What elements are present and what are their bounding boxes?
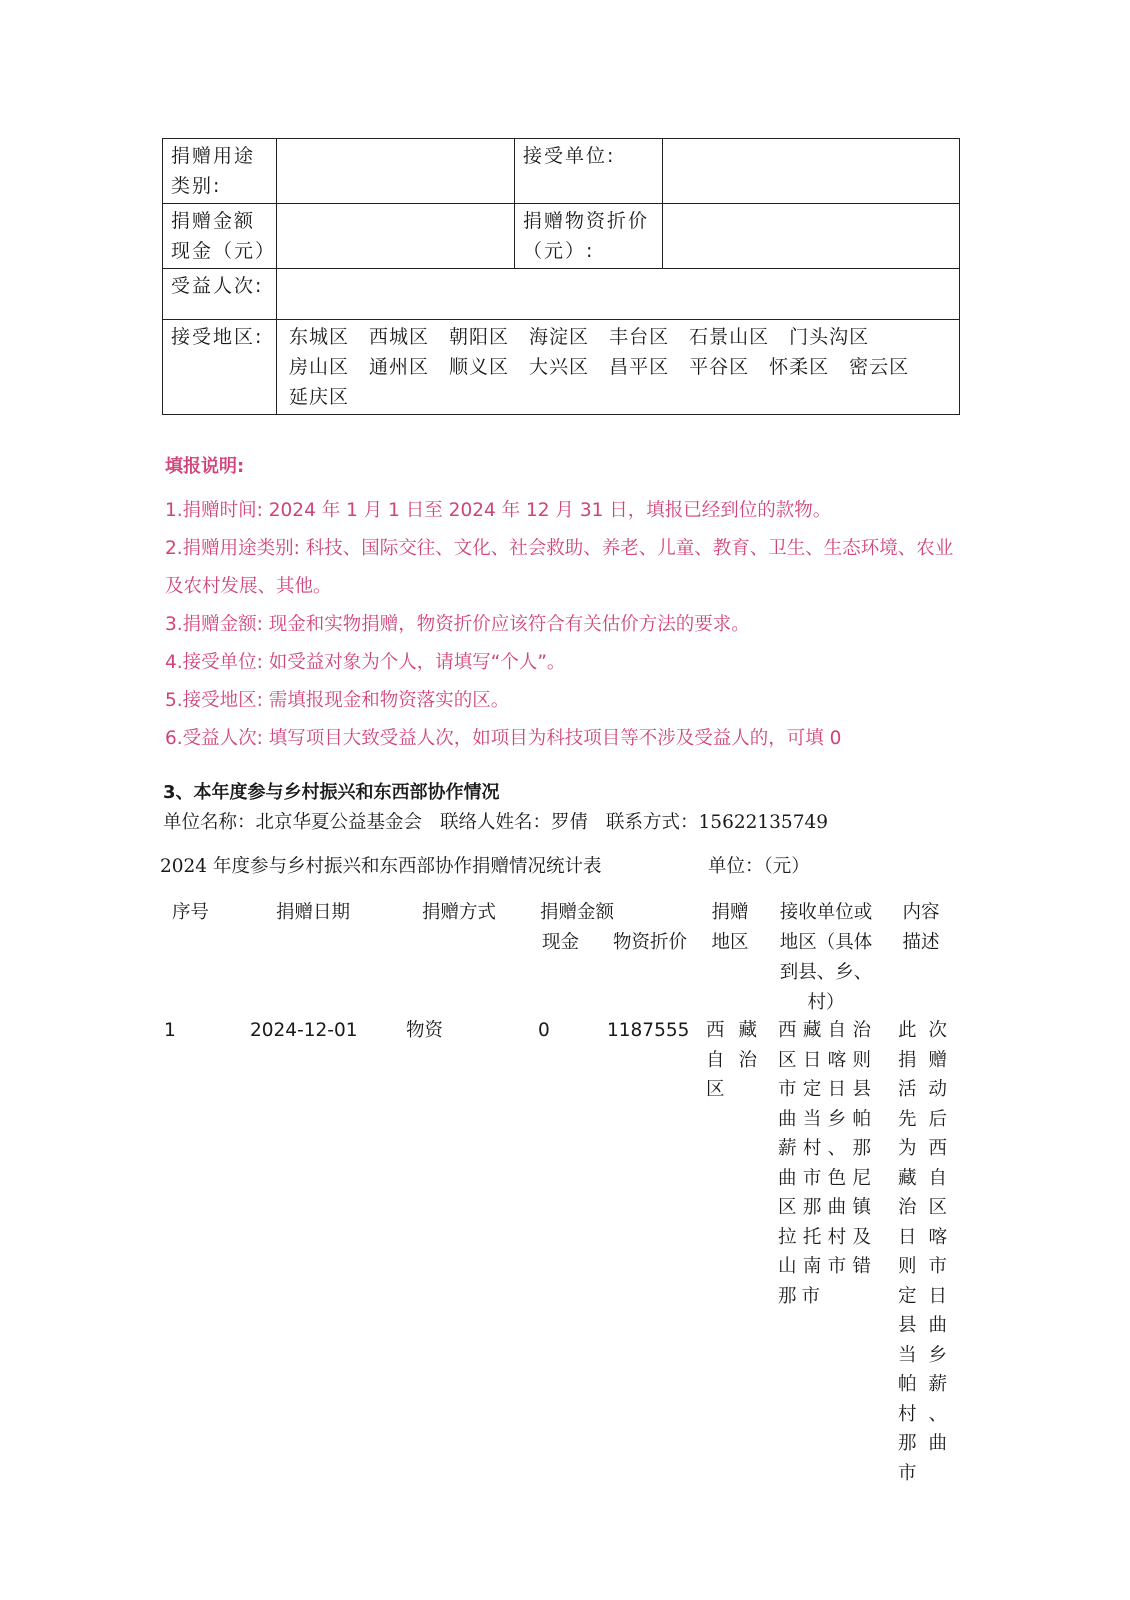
contact-name: 联络人姓名：罗倩 [440,812,589,833]
goods-value-label: 捐赠物资折价（元）: [515,204,663,269]
header-goods: 物资折价 [612,932,687,953]
row-cash: 0 [538,1020,550,1041]
instruction-item: 1.捐赠时间: 2024 年 1 月 1 日至 2024 年 12 月 31 日，填报已经到位的款物。 [165,500,832,521]
row-region: 西藏自治区 [706,1020,762,1100]
region-option[interactable]: 密云区 [849,356,910,378]
region-option[interactable]: 东城区 [289,326,350,348]
header-recipient: 接收单位或地区（具体到县、乡、村） [779,902,873,1013]
region-option[interactable]: 平谷区 [689,356,750,378]
section-rural-revitalization [163,778,983,834]
beneficiaries-field[interactable] [277,269,960,320]
donation-form-table [162,138,960,415]
region-options [277,320,960,415]
header-seq: 序号 [172,902,210,923]
row-seq: 1 [164,1020,176,1041]
instruction-item: 3.捐赠金额: 现金和实物捐赠，物资折价应该符合有关估价方法的要求。 [165,614,750,635]
goods-value-field[interactable] [663,204,960,269]
contact-phone: 联系方式：15622135749 [606,812,829,833]
header-date: 捐赠日期 [276,902,351,923]
region-option[interactable]: 海淀区 [529,326,590,348]
row-method: 物资 [406,1020,444,1041]
recipient-unit-field[interactable] [663,139,960,204]
usage-category-label: 捐赠用途类别: [163,139,277,204]
region-option[interactable]: 房山区 [289,356,350,378]
header-cash: 现金 [542,932,580,953]
stat-table-unit: 单位：（元） [708,856,810,877]
region-option[interactable]: 怀柔区 [769,356,830,378]
instruction-item: 4.接受单位: 如受益对象为个人，请填写“个人”。 [165,652,566,673]
instruction-item: 6.受益人次: 填写项目大致受益人次，如项目为科技项目等不涉及受益人的，可填 0 [165,728,842,749]
filling-instructions [165,452,965,758]
region-option[interactable]: 门头沟区 [789,326,870,348]
region-option[interactable]: 通州区 [369,356,430,378]
header-method: 捐赠方式 [422,902,497,923]
region-option[interactable]: 朝阳区 [449,326,510,348]
recipient-unit-label: 接受单位: [515,139,663,204]
region-option[interactable]: 顺义区 [449,356,510,378]
region-option[interactable]: 大兴区 [529,356,590,378]
stat-table-title: 2024 年度参与乡村振兴和东西部协作捐赠情况统计表 [160,856,602,877]
header-amount: 捐赠金额 [540,902,615,923]
row-date: 2024-12-01 [250,1020,358,1041]
region-option[interactable]: 西城区 [369,326,430,348]
unit-name: 单位名称：北京华夏公益基金会 [163,812,423,833]
region-option[interactable]: 石景山区 [689,326,770,348]
cash-amount-field[interactable] [277,204,515,269]
unit-info [163,808,983,834]
instructions-title: 填报说明: [165,456,245,477]
region-option[interactable]: 丰台区 [609,326,670,348]
region-option[interactable]: 昌平区 [609,356,670,378]
row-recipient: 西藏自治区日喀则市定日县曲当乡帕薪村、那曲市色尼区那曲镇拉托村及山南市错那市 [778,1020,876,1307]
section-title: 3、本年度参与乡村振兴和东西部协作情况 [163,782,500,803]
header-region: 捐赠地区 [711,902,749,953]
cash-amount-label: 捐赠金额现金（元） [163,204,277,269]
usage-category-field[interactable] [277,139,515,204]
instruction-item: 5.接受地区: 需填报现金和物资落实的区。 [165,690,510,711]
instruction-item: 2.捐赠用途类别: 科技、国际交往、文化、社会救助、养老、儿童、教育、卫生、生态环境、农业及农村发展、其他。 [165,538,954,597]
header-desc: 内容描述 [902,902,940,953]
region-option[interactable]: 延庆区 [289,386,350,408]
row-goods: 1187555 [607,1020,690,1041]
beneficiaries-label: 受益人次: [163,269,277,320]
region-label: 接受地区: [163,320,277,415]
row-desc: 此次捐赠活动先后为西藏自治区日喀则市定日县曲当乡帕薪村、那曲市 [898,1020,956,1484]
